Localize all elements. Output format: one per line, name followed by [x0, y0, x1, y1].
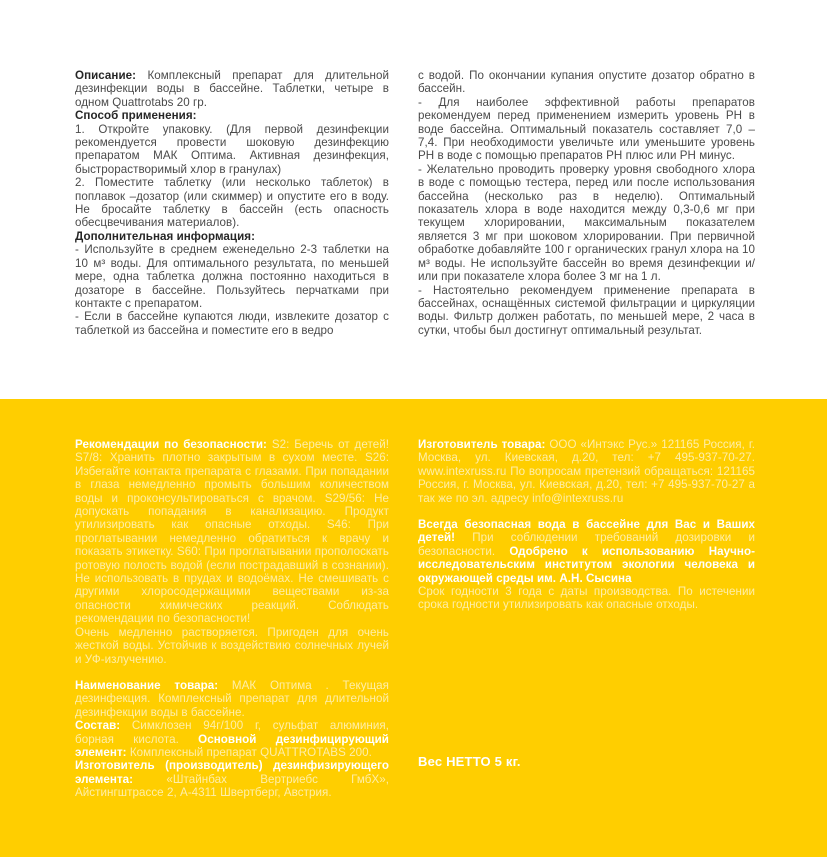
element-manufacturer: [75, 759, 389, 799]
net-weight: [418, 755, 755, 768]
ph-level-note: [418, 96, 755, 163]
composition-run: Симклозен 94г/100 г, сульфат алюминия, борная кислота.: [75, 719, 389, 746]
filtration-note-run: - Настоятельно рекомендуем применение препарата в бассейнах, оснащённых системой фильтрации и циркуляции воды. Фильтр должен работать, по меньшей мере, 2 часа в сутки, чтобы был достигнут оптимальный результат.: [418, 283, 755, 337]
additional-info-bathing-run: - Если в бассейне купаются люди, извлеките дозатор с таблеткой из бассейна и поместите его в ведро: [75, 310, 389, 337]
composition: [75, 719, 389, 759]
additional-info-heading-run: Дополнительная информация:: [75, 229, 256, 243]
element-manufacturer-run: «Штайнбах Вертриебс ГмбХ», Айстингштрассе 2, А-4311 Швертберг, Австрия.: [75, 772, 389, 800]
usage-step-2-run: 2. Поместите таблетку (или несколько таблеток) в поплавок –дозатор (или скиммер) и опустите его в воду. Не бросайте таблетку в бассейн (есть опасность обесцвечивания материалов).: [75, 176, 389, 230]
instructions-right-column: [418, 69, 755, 337]
description-run: Комплексный препарат для длительной дезинфекции воды в бассейне. Таблетки, четыре в одном Quattrotabs 20 гр.: [75, 69, 389, 109]
net-weight-run: Вес НЕТТО 5 кг.: [418, 753, 521, 769]
chlorine-level-note: [418, 163, 755, 284]
composition-run: Состав:: [75, 719, 132, 733]
usage-heading: [75, 109, 389, 122]
usage-step-1: [75, 123, 389, 177]
safety-recommendations-run: S2: Беречь от детей! S7/8: Хранить плотно закрытым в сухом месте. S26: Избегайте контакта препарата с глазами. При попадании в глаза немедленно промыть большим количеством воды и проконсультироваться с врачом. S29/56: Не допускать попадания в канализацию. Продукт утилизировать как опасные отходы. S46: При проглатывании немедленно обратиться к врачу и показать этикетку. S60: При проглатывании прополоскать ротовую полость водой (если пострадавший в сознании). Не использовать в прудах и водоёмах. Не смешивать с другими хлоросодержащими веществами из-за опасности химических реакций. Соблюдать рекомендации по безопасности!: [75, 438, 390, 626]
info-left-column: [75, 438, 389, 800]
distributor-info-run: Изготовитель товара:: [418, 438, 550, 451]
additional-info-heading: [75, 230, 389, 243]
additional-info-dosage: [75, 243, 389, 310]
filtration-note: [418, 284, 755, 338]
product-name-run: Наименование товара:: [75, 678, 232, 692]
shelf-life-run: Срок годности 3 года с даты производства. По истечении срока годности утилизировать как опасные отходы.: [418, 585, 755, 612]
dissolving-note: [75, 626, 389, 666]
safety-recommendations: [75, 438, 389, 626]
shelf-life: [418, 585, 755, 612]
dissolving-note-run: Очень медленно растворяется. Пригоден для очень жесткой воды. Устойчив к воздействию солнечных лучей и УФ-излучению.: [75, 625, 389, 666]
safety-assurance-run: Одобрено к использованию Научно-исследовательским институтом экологии человека и окружающей среды им. А.Н. Сысина: [418, 544, 755, 585]
product-name-run: МАК Оптима . Текущая дезинфекция. Комплексный препарат для длительной дезинфекции воды в бассейне.: [75, 678, 389, 719]
distributor-info-run: ООО «Интэкс Рус.» 121165 Россия, г. Москва, ул. Киевская, д.20, тел: +7 495-937-70-27. www.intexruss.ru По вопросам претензий обращаться: 121165 Россия, г. Москва, ул. Киевская, д.20, тел: +7 495-937-70-27 а так же по эл. адресу info@intexruss.ru: [418, 438, 755, 505]
usage-step-1-run: 1. Откройте упаковку. (Для первой дезинфекции рекомендуется провести шоковую дезинфекцию препаратом МАК Оптима. Активная дезинфекция, быстрорастворимый хлор в гранулах): [75, 122, 389, 176]
dosator-return: [418, 69, 755, 96]
dosator-return-run: с водой. По окончании купания опустите дозатор обратно в бассейн.: [418, 69, 755, 96]
safety-assurance-run: При соблюдении требований дозировки и безопасности.: [418, 531, 755, 558]
info-right-column: [418, 438, 755, 768]
additional-info-dosage-run: - Используйте в среднем еженедельно 2-3 таблетки на 10 м³ воды. Для оптимального результата, по меньшей мере, одна таблетка должна постоянно находиться в дозаторе в бассейне. Пользуйтесь перчатками при контакте с препаратом.: [75, 243, 389, 310]
usage-heading-run: Способ применения:: [75, 109, 197, 123]
chlorine-level-note-run: - Желательно проводить проверку уровня свободного хлора в воде с помощью тестера, перед или после использования бассейна (несколько раз в неделю). Оптимальный показатель хлора в воде находится между 0,3-0,6 мг при текущем хлорировании, максимальным показателем является 3 мг при шоковом хлорировании. При первичной обработке добавляйте 100 г органических гранул хлора на 10 м³ воды. Не используйте бассейн во время дезинфекции и/ или при показателе хлора более 3 мг на 1 л.: [418, 162, 755, 284]
composition-run: Комплексный препарат QUATTROTABS 200.: [129, 745, 372, 759]
ph-level-note-run: - Для наиболее эффективной работы препаратов рекомендуем перед применением измерить уровень РН в воде бассейна. Оптимальный показатель составляет 7,0 – 7,4. При необходимости увеличьте или уменьшите уровень РН в воде с помощью препаратов РН плюс или РН минус.: [418, 95, 755, 163]
safety-assurance: [418, 518, 755, 585]
safety-assurance-run: Всегда безопасная вода в бассейне для Вас и Ваших детей!: [418, 518, 755, 545]
distributor-info: [418, 438, 755, 505]
description: [75, 69, 389, 109]
usage-step-2: [75, 176, 389, 230]
additional-info-bathing: [75, 310, 389, 337]
product-name: [75, 679, 389, 719]
element-manufacturer-run: Изготовитель (производитель) дезинфизирующего элемента:: [75, 759, 389, 786]
composition-run: Основной дезинфицирующий элемент:: [75, 732, 389, 759]
description-run: Описание:: [75, 69, 148, 82]
instructions-left-column: [75, 69, 389, 337]
safety-recommendations-run: Рекомендации по безопасности:: [75, 438, 272, 451]
